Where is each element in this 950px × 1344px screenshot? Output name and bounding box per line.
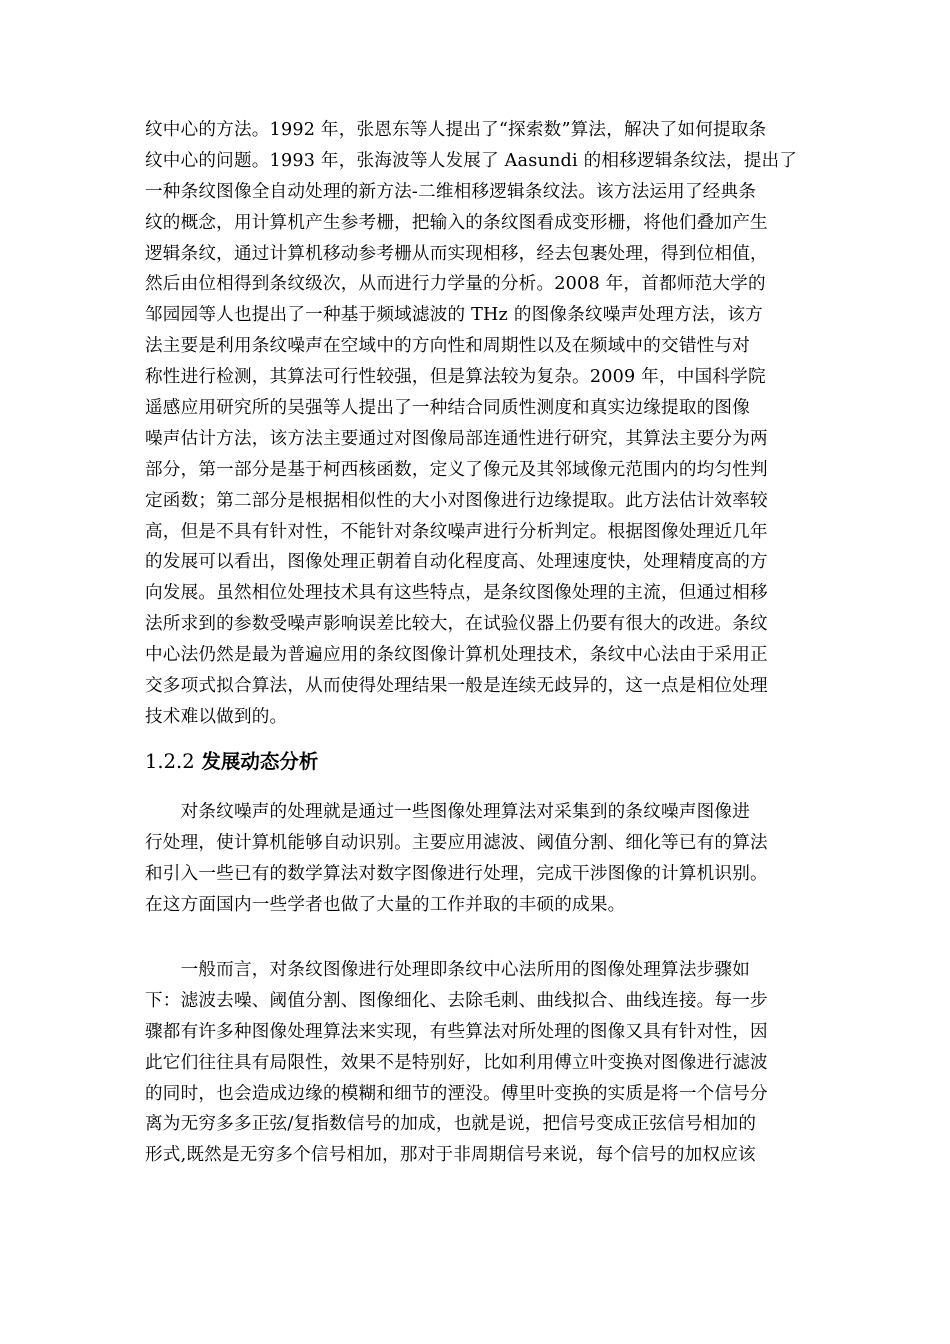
text-line: 形式,既然是无穷多个信号相加，那对于非周期信号来说，每个信号的加权应该 (145, 1145, 756, 1166)
text-line: 纹中心的方法。1992 年，张恩东等人提出了“探索数”算法，解决了如何提取条 (145, 120, 767, 140)
text-line: 和引入一些已有的数学算法对数字图像进行处理，完成干涉图像的计算机识别。 (145, 863, 768, 884)
text-line: 对条纹噪声的处理就是通过一些图像处理算法对采集到的条纹噪声图像进 (145, 802, 750, 822)
text-line: 高，但是不具有针对性，不能针对条纹噪声进行分析判定。根据图像处理近几年 (145, 521, 768, 542)
text-line: 纹的概念，用计算机产生参考栅，把输入的条纹图看成变形栅，将他们叠加产生 (145, 212, 768, 233)
text-line: 纹中心的问题。1993 年，张海波等人发展了 Aasundi 的相移逻辑条纹法，提出了 (145, 150, 798, 171)
text-line: 向发展。虽然相位处理技术具有这些特点，是条纹图像处理的主流，但通过相移 (145, 583, 768, 604)
text-line: 的发展可以看出，图像处理正朝着自动化程度高、处理速度快，处理精度高的方 (145, 552, 768, 573)
text-line: 逻辑条纹，通过计算机移动参考栅从而实现相移，经去包裹处理，得到位相值， (145, 243, 768, 264)
text-line: 行处理，使计算机能够自动识别。主要应用滤波、阈值分割、细化等已有的算法 (145, 832, 768, 853)
text-line: 交多项式拟合算法，从而使得处理结果一般是连续无歧异的，这一点是相位处理 (145, 676, 768, 697)
body-paragraph-3 (145, 955, 805, 1171)
text-line: 的同时，也会造成边缘的模糊和细节的湮没。傅里叶变换的实质是将一个信号分 (145, 1083, 768, 1104)
text-line: 在这方面国内一些学者也做了大量的工作并取的丰硕的成果。 (145, 894, 626, 915)
text-line: 遥感应用研究所的吴强等人提出了一种结合同质性测度和真实边缘提取的图像 (145, 398, 750, 419)
text-line: 一种条纹图像全自动处理的新方法-二维相移逻辑条纹法。该方法运用了经典条 (145, 181, 757, 202)
section-heading (145, 748, 318, 776)
text-line: 骤都有许多种图像处理算法来实现，有些算法对所处理的图像又具有针对性，因 (145, 1021, 768, 1042)
text-line: 称性进行检测，其算法可行性较强，但是算法较为复杂。2009 年，中国科学院 (145, 367, 766, 388)
text-line: 一般而言，对条纹图像进行处理即条纹中心法所用的图像处理算法步骤如 (145, 960, 750, 980)
section-title: 发展动态分析 (201, 750, 319, 773)
text-line: 技术难以做到的。 (145, 706, 288, 727)
text-line: 离为无穷多多正弦/复指数信号的加成，也就是说，把信号变成正弦信号相加的 (145, 1114, 757, 1135)
text-line: 邹园园等人也提出了一种基于频域滤波的 THz 的图像条纹噪声处理方法，该方 (145, 305, 763, 326)
text-line: 此它们往往具有局限性，效果不是特别好，比如利用傅立叶变换对图像进行滤波 (145, 1052, 768, 1073)
text-line: 噪声估计方法，该方法主要通过对图像局部连通性进行研究，其算法主要分为两 (145, 428, 768, 449)
text-line: 定函数；第二部分是根据相似性的大小对图像进行边缘提取。此方法估计效率较 (145, 490, 768, 511)
text-line: 中心法仍然是最为普遍应用的条纹图像计算机处理技术，条纹中心法由于采用正 (145, 645, 768, 666)
text-line: 部分，第一部分是基于柯西核函数，定义了像元及其邻域像元范围内的均匀性判 (145, 459, 768, 480)
section-number: 1.2.2 (145, 750, 195, 773)
text-line: 然后由位相得到条纹级次，从而进行力学量的分析。2008 年，首都师范大学的 (145, 274, 766, 295)
body-paragraph-1 (145, 115, 805, 733)
text-line: 法主要是利用条纹噪声在空域中的方向性和周期性以及在频域中的交错性与对 (145, 336, 750, 357)
body-paragraph-2 (145, 797, 805, 921)
text-line: 下：滤波去噪、阈值分割、图像细化、去除毛刺、曲线拟合、曲线连接。每一步 (145, 990, 768, 1011)
text-line: 法所求到的参数受噪声影响误差比较大，在试验仪器上仍要有很大的改进。条纹 (145, 614, 768, 635)
